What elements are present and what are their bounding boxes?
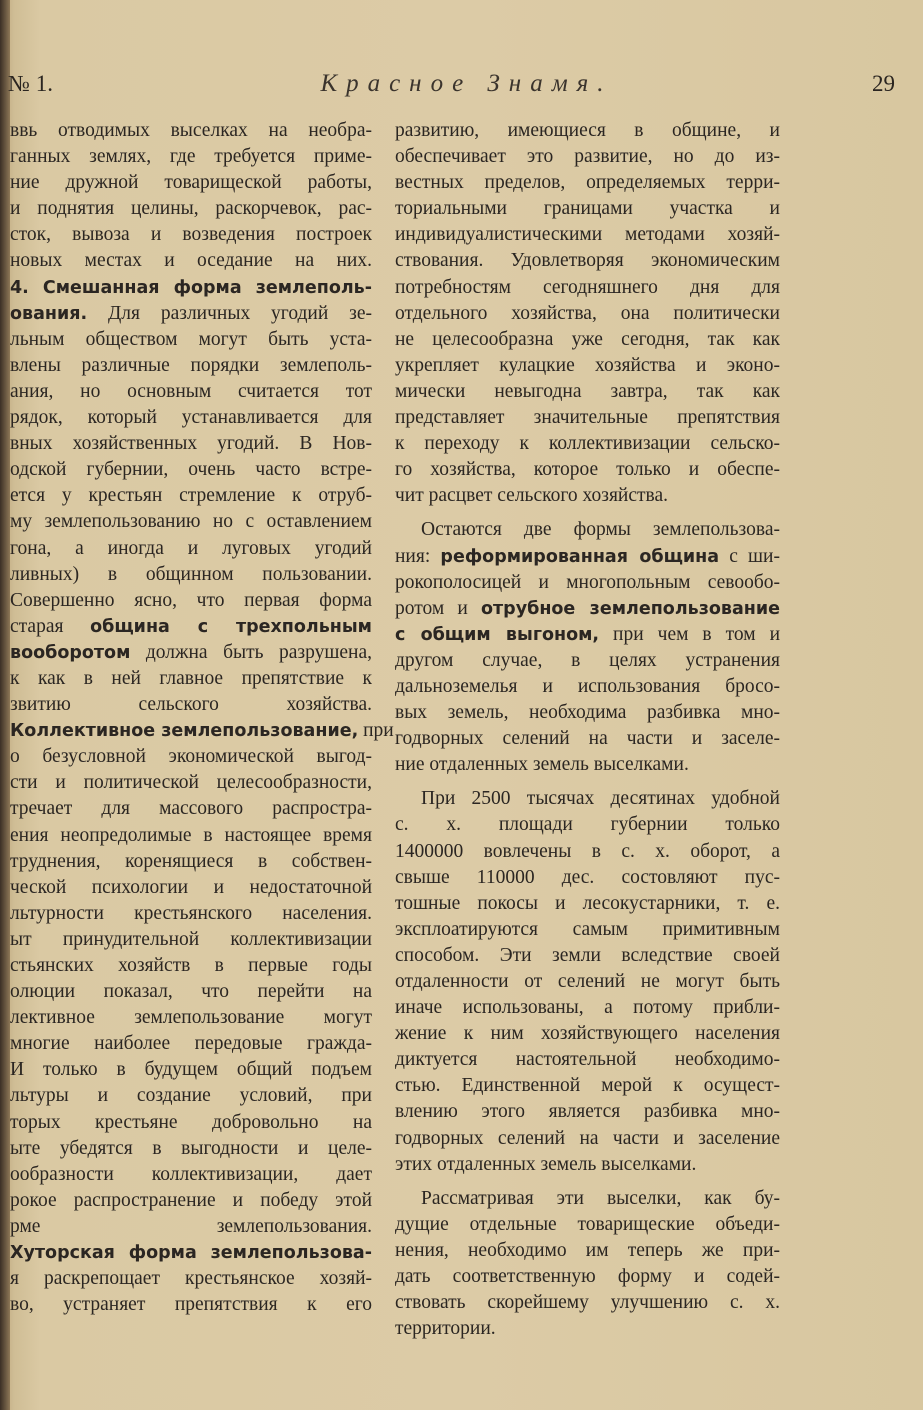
text-line: ввь отводимых выселках на необра- xyxy=(10,120,372,141)
text-line: потребностям сегодняшнего дня для xyxy=(395,276,780,298)
text-line: индивидуалистическими методами хозяй- xyxy=(395,224,780,246)
text-line: одской губернии, очень часто встре- xyxy=(10,459,372,481)
text-line: льтурности крестьянского населения. xyxy=(10,902,372,924)
text-line: ообразности коллективизации, дает xyxy=(10,1163,372,1185)
text-line: старая община с трехпольным xyxy=(10,615,372,637)
text-line: рокое распространение и победу этой xyxy=(10,1189,372,1211)
text-line: Хуторская форма землепользова- xyxy=(10,1243,372,1264)
text-line: тошные покосы и лесокустарники, т. е. xyxy=(395,892,780,914)
text-line: укрепляет кулацкие хозяйства и эконо- xyxy=(395,354,780,376)
text-line: дущие отдельные товарищеские объеди- xyxy=(395,1213,780,1235)
text-line: чит расцвет сельского хозяйства. xyxy=(395,485,668,507)
text-line: иначе использованы, а потому прибли- xyxy=(395,997,780,1019)
text-line: ения неопредолимые в настоящее время xyxy=(10,824,372,846)
text-line: нения, необходимо им теперь же при- xyxy=(395,1239,780,1261)
text-line: гона, а иногда и луговых угодий xyxy=(10,537,372,559)
text-line: вных хозяйственных угодий. В Нов- xyxy=(10,433,372,455)
text-line: ыт принудительной коллективизации xyxy=(10,928,372,950)
text-line: обеспечивает это развитие, но до из- xyxy=(395,146,780,168)
text-line: с общим выгоном, при чем в том и xyxy=(395,623,780,645)
text-line: стьянских хозяйств в первые годы xyxy=(10,955,372,976)
paragraph-gap xyxy=(395,1178,780,1186)
text-line: годворных селений на части и заселение xyxy=(395,1127,780,1149)
text-line: вых земель, необходима разбивка мно- xyxy=(395,702,780,724)
text-line: сти и политической целесообразности, xyxy=(10,772,372,794)
text-line: жение к ним хозяйствующего населения xyxy=(395,1023,780,1045)
text-line: и поднятия целины, раскорчевок, рас- xyxy=(10,198,372,220)
text-line: вестных пределов, определяемых терри- xyxy=(395,172,780,194)
text-line: олюции показал, что перейти на xyxy=(10,981,372,1003)
text-line: дать соответственную форму и содей- xyxy=(395,1266,780,1288)
text-line: к переходу к коллективизации сельско- xyxy=(395,433,780,455)
text-line: ствования. Удовлетворяя экономическим xyxy=(395,250,780,272)
text-line: ования. Для различных угодий зе- xyxy=(10,302,372,324)
text-line: звитию сельского хозяйства. xyxy=(10,694,372,716)
text-line: лективное землепользование могут xyxy=(10,1007,372,1029)
text-line: го хозяйства, которое только и обеспе- xyxy=(395,459,780,481)
text-line: не целесообразна уже сегодня, так как xyxy=(395,328,780,350)
text-line: эксплоатируются самым примитивным xyxy=(395,918,780,940)
text-line: Совершенно ясно, что первая форма xyxy=(10,589,372,611)
text-line: сток, вывоза и возведения построек xyxy=(10,224,372,246)
paragraph-gap xyxy=(395,509,780,517)
running-header xyxy=(8,64,895,104)
text-line: ется у крестьян стремление к отруб- xyxy=(10,485,372,507)
text-line: ания, но основным считается тот xyxy=(10,380,372,402)
text-line: му землепользованию но с оставлением xyxy=(10,511,372,533)
text-line: ливных) в общинном пользовании. xyxy=(10,563,372,585)
text-line: Коллективное землепользование, при xyxy=(10,720,394,742)
book-spine xyxy=(0,0,10,1410)
text-line: При 2500 тысячах десятинах удобной xyxy=(421,788,780,810)
text-line: годворных селений на части и заселе- xyxy=(395,728,780,750)
text-line: влены различные порядки землеполь- xyxy=(10,354,372,376)
text-line: рокополосицей и многопольным севообо- xyxy=(395,571,780,593)
text-line: отдаленности от селений не могут быть xyxy=(395,971,780,992)
text-line: во, устраняет препятствия к его xyxy=(10,1294,372,1316)
text-line: развитию, имеющиеся в общине, и xyxy=(395,120,780,141)
text-line: мически невыгодна завтра, так как xyxy=(395,380,780,402)
text-line: ние отдаленных земель выселками. xyxy=(395,754,689,776)
text-line: другом случае, в целях устранения xyxy=(395,649,780,671)
paragraph-gap xyxy=(395,778,780,786)
text-line: льтуры и создание условий, при xyxy=(10,1085,372,1107)
text-line: представляет значительные препятствия xyxy=(395,407,780,429)
issue-number: № 1. xyxy=(8,71,53,96)
text-line: вооборотом должна быть разрушена, xyxy=(10,641,372,663)
text-line: труднения, коренящиеся в собствен- xyxy=(10,850,372,872)
text-line: ганных землях, где требуется приме- xyxy=(10,146,372,168)
text-line: ствовать скорейшему улучшению с. х. xyxy=(395,1292,780,1314)
text-line: рядок, который устанавливается для xyxy=(10,407,372,429)
text-line: этих отдаленных земель выселками. xyxy=(395,1153,697,1175)
text-line: влению этого является разбивка мно- xyxy=(395,1101,780,1123)
text-line: диктуется настоятельной необходимо- xyxy=(395,1049,780,1071)
text-line: я раскрепощает крестьянское хозяй- xyxy=(10,1268,372,1290)
text-line: льным обществом могут быть уста- xyxy=(10,328,372,350)
text-line: Остаются две формы землепользова- xyxy=(421,519,780,541)
text-line: новых местах и оседание на них. xyxy=(10,250,372,272)
text-line: к как в ней главное препятствие к xyxy=(10,667,372,689)
text-line: Рассматривая эти выселки, как бу- xyxy=(421,1187,780,1209)
text-line: отдельного хозяйства, она политически xyxy=(395,302,780,324)
text-line: ториальными границами участка и xyxy=(395,198,780,220)
left-column xyxy=(10,118,394,1318)
text-line: ческой психологии и недостаточной xyxy=(10,876,372,898)
text-line: территории. xyxy=(395,1318,496,1340)
text-line: торых крестьяне добровольно на xyxy=(10,1111,372,1133)
text-line: многие наиболее передовые гражда- xyxy=(10,1033,372,1055)
text-line: И только в будущем общий подъем xyxy=(10,1059,372,1081)
page-number: 29 xyxy=(872,71,895,96)
text-line: способом. Эти земли вследствие своей xyxy=(395,944,780,966)
text-line: рме землепользования. xyxy=(10,1215,372,1237)
text-line: ния: реформированная община с ши- xyxy=(395,545,780,567)
text-line: свыше 110000 дес. состовляют пус- xyxy=(395,866,780,888)
text-line: 4. Смешанная форма землеполь- xyxy=(10,277,372,298)
text-line: стью. Единственной мерой к осущест- xyxy=(395,1075,780,1097)
text-line: с. х. площади губернии только xyxy=(395,814,780,836)
right-column xyxy=(395,118,780,1342)
text-line: 1400000 вовлечены в с. х. оборот, а xyxy=(395,840,780,862)
text-line: дальноземелья и использования бросо- xyxy=(395,675,780,697)
text-line: о безусловной экономической выгод- xyxy=(10,746,372,768)
text-line: тречает для массового распростра- xyxy=(10,798,372,820)
text-line: ние дружной товарищеской работы, xyxy=(10,172,372,194)
text-line: ротом и отрубное землепользование xyxy=(395,597,781,619)
text-line: ыте убедятся в выгодности и целе- xyxy=(10,1137,372,1159)
journal-title: Красное Знамя. xyxy=(320,70,613,97)
